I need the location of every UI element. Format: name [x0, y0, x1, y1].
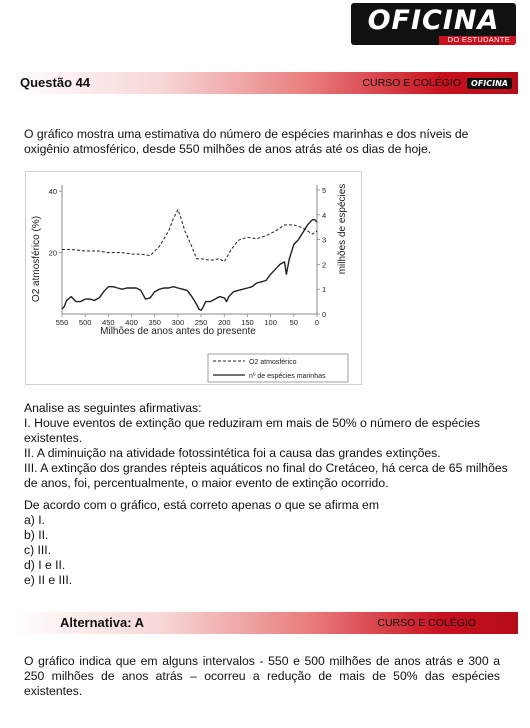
option-c: c) III. [24, 543, 52, 557]
course-label: CURSO E COLÉGIO [362, 77, 462, 89]
options-block [24, 498, 379, 588]
answer-course-label: CURSO E COLÉGIO [377, 617, 476, 629]
answer-explanation: O gráfico indica que em alguns intervalos - 550 e 500 milhões de anos atrás e 300 a 250 milhões de anos atrás – ocorreu a redução de mais de 50% das espécies existentes. [24, 654, 500, 698]
x-axis-label: Milhões de anos antes do presente [100, 326, 256, 337]
statement-3-line-1: III. A extinção dos grandes répteis aquáticos no final do Cretáceo, há cerca de 65 milhões [24, 461, 508, 475]
answer-bar-right [377, 617, 476, 629]
statements-heading: Analise as seguintes afirmativas: [24, 401, 202, 415]
option-e: e) II e III. [24, 573, 73, 587]
x-tick-label: 150 [241, 318, 254, 327]
answer-header-bar [12, 612, 518, 634]
question-intro [24, 127, 468, 157]
logo-text: OFICINA [367, 5, 500, 36]
y-left-tick-label: 40 [48, 187, 57, 197]
x-tick-label: 100 [264, 318, 277, 327]
y-right-tick-label: 1 [322, 285, 327, 295]
x-tick-label: 400 [125, 318, 138, 327]
x-tick-label: 550 [55, 318, 69, 327]
oficina-logo [351, 3, 516, 45]
x-tick-label: 50 [289, 318, 298, 327]
question-bar-right [362, 77, 512, 89]
statement-2: II. A diminuição na atividade fotossintética foi a causa das grandes extinções. [24, 446, 441, 460]
option-a: a) I. [24, 513, 45, 527]
x-tick-label: 350 [148, 318, 161, 327]
legend-species-label: nº de espécies marinhas [249, 373, 326, 380]
x-tick-label: 300 [171, 318, 185, 327]
y-right-tick-label: 4 [322, 210, 327, 220]
y-right-tick-label: 3 [322, 235, 327, 245]
chart-background [26, 172, 362, 385]
y-right-tick-label: 2 [322, 260, 327, 270]
y-right-tick-label: 5 [322, 185, 327, 195]
statements-block [24, 401, 508, 491]
statement-1-line-1: I. Houve eventos de extinção que reduziram em mais de 50% o número de espécies [24, 416, 480, 430]
legend-o2-label: O2 atmosférico [249, 359, 297, 366]
y-axis-right-label: milhões de espécies [337, 183, 348, 275]
statement-1-line-2: existentes. [24, 431, 83, 445]
mini-logo: OFICINA [467, 78, 512, 89]
y-right-tick-label: 0 [322, 310, 327, 319]
x-tick-label: 200 [218, 318, 231, 327]
x-tick-label: 500 [78, 318, 92, 327]
y-axis-left-label: O2 atmosférico (%) [31, 215, 42, 303]
question-prompt: De acordo com o gráfico, está correto apenas o que se afirma em [24, 498, 379, 512]
option-d: d) I e II. [24, 558, 66, 572]
chart-legend [208, 354, 348, 382]
intro-line-1: O gráfico mostra uma estimativa do número de espécies marinhas e dos níveis de [24, 127, 469, 141]
extinction-chart [25, 171, 362, 385]
logo-subtitle: DO ESTUDANTE [447, 35, 510, 44]
question-title: Questão 44 [20, 75, 91, 90]
x-tick-label: 0 [314, 318, 320, 327]
x-tick-label: 450 [102, 318, 115, 327]
statement-3-line-2: de anos, foi, percentualmente, o maior evento de extinção ocorrido. [24, 476, 389, 490]
question-header-bar [12, 72, 518, 94]
intro-line-2: oxigênio atmosférico, desde 550 milhões de anos atrás até os dias de hoje. [24, 142, 432, 156]
y-left-tick-label: 20 [48, 248, 57, 258]
option-b: b) II. [24, 528, 49, 542]
x-tick-label: 250 [194, 318, 208, 327]
answer-title: Alternativa: A [60, 615, 145, 630]
